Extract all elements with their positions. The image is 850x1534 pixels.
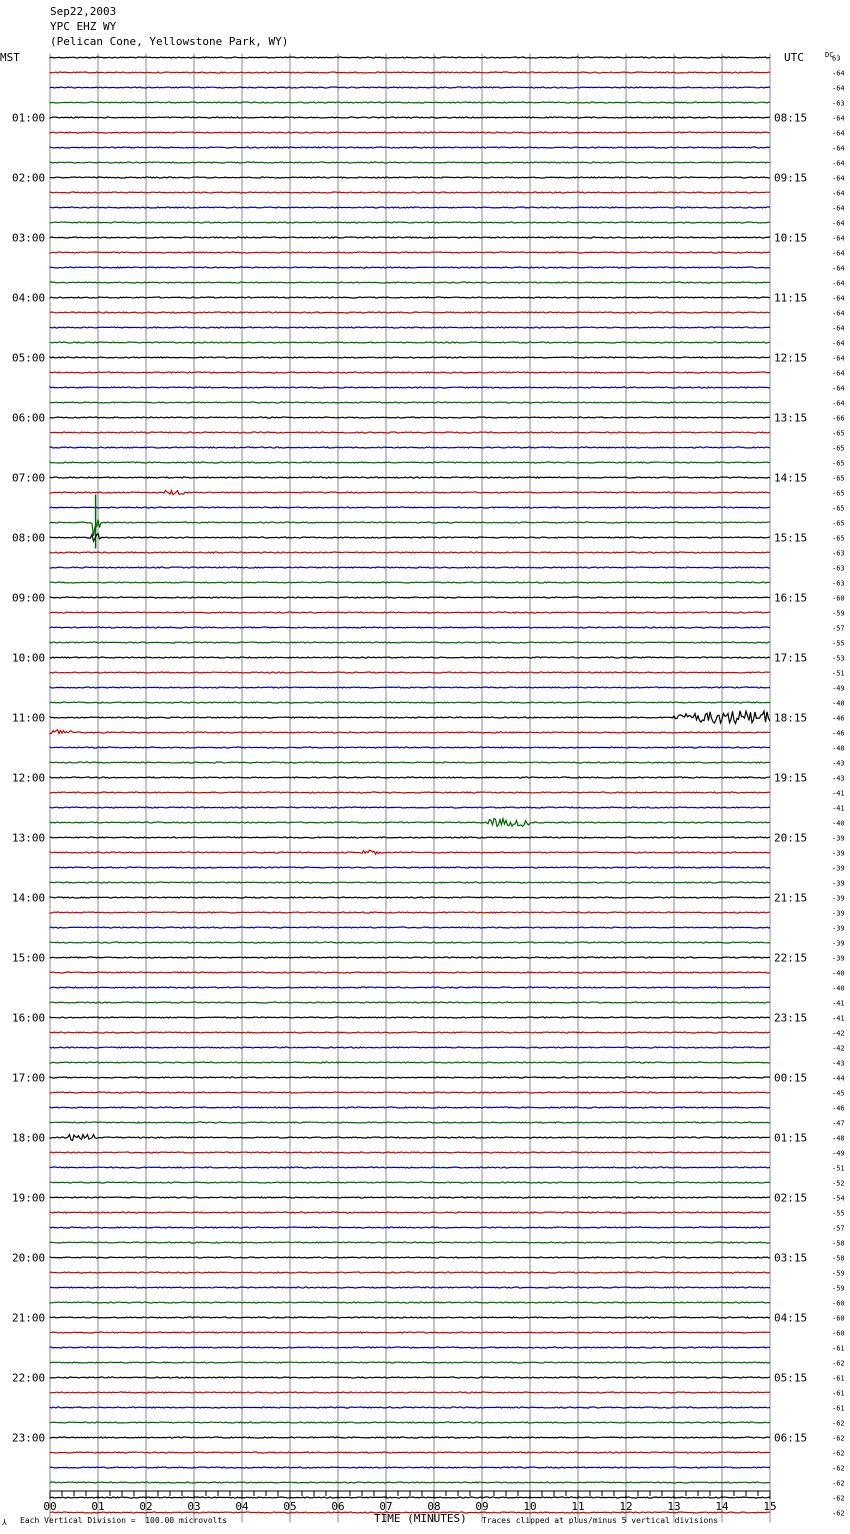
trace-row bbox=[50, 372, 770, 373]
trace-row bbox=[50, 762, 770, 763]
x-tick-label: 14 bbox=[715, 1500, 729, 1513]
dc-offset-label: -43 bbox=[832, 774, 845, 783]
dc-offset-label: -64 bbox=[832, 159, 845, 168]
dc-offset-label: -39 bbox=[832, 909, 845, 918]
dc-offset-label: -62 bbox=[832, 1464, 845, 1473]
dc-offset-label: -46 bbox=[832, 729, 845, 738]
trace-row bbox=[50, 387, 770, 388]
dc-offset-label: -42 bbox=[832, 1044, 845, 1053]
dc-offset-label: -51 bbox=[832, 669, 845, 678]
left-hour-label: 15:00 bbox=[12, 951, 46, 965]
trace-row bbox=[50, 1062, 770, 1063]
dc-offset-label: -39 bbox=[832, 924, 845, 933]
x-tick-label: 11 bbox=[571, 1500, 585, 1513]
left-hour-label: 17:00 bbox=[12, 1071, 46, 1085]
trace-row bbox=[50, 657, 770, 658]
dc-offset-label: -64 bbox=[832, 279, 845, 288]
trace-row bbox=[50, 567, 770, 568]
dc-offset-label: -63 bbox=[832, 99, 845, 108]
clip-note: Traces clipped at plus/minus 5 vertical divisions bbox=[482, 1516, 719, 1525]
left-hour-label: 12:00 bbox=[12, 771, 46, 785]
dc-offset-label: -64 bbox=[832, 204, 845, 213]
left-hour-label: 18:00 bbox=[12, 1131, 46, 1145]
right-hour-label: 01:15 bbox=[774, 1131, 808, 1145]
trace-row bbox=[50, 1092, 770, 1093]
right-hour-label: 00:15 bbox=[774, 1071, 808, 1085]
x-tick-label: 12 bbox=[619, 1500, 633, 1513]
dc-offset-label: -62 bbox=[832, 1449, 845, 1458]
right-hour-label: 04:15 bbox=[774, 1311, 808, 1325]
header-date: Sep22,2003 bbox=[50, 5, 117, 18]
dc-offset-label: -62 bbox=[832, 1359, 845, 1368]
trace-row bbox=[50, 282, 770, 283]
trace-row bbox=[50, 1482, 770, 1483]
left-hour-label: 14:00 bbox=[12, 891, 46, 905]
dc-offset-label: 63 bbox=[832, 54, 841, 63]
dc-offset-label: -55 bbox=[832, 639, 845, 648]
dc-offset-label: -39 bbox=[832, 849, 845, 858]
left-hour-label: 07:00 bbox=[12, 471, 46, 485]
trace-row bbox=[50, 597, 770, 598]
trace-row bbox=[50, 477, 770, 478]
dc-offset-label: -63 bbox=[832, 549, 845, 558]
dc-offset-label: -65 bbox=[832, 504, 845, 513]
trace-row bbox=[50, 972, 770, 973]
trace-row bbox=[50, 327, 770, 328]
right-hour-label: 13:15 bbox=[774, 411, 808, 425]
left-hour-label: 01:00 bbox=[12, 111, 46, 125]
scale-note: Each Vertical Division = 100.00 microvolts bbox=[20, 1516, 228, 1525]
dc-offset-label: -44 bbox=[832, 1074, 845, 1083]
right-hour-label: 02:15 bbox=[774, 1191, 808, 1205]
trace-row bbox=[50, 687, 770, 688]
trace-row bbox=[50, 491, 770, 495]
left-hour-label: 04:00 bbox=[12, 291, 46, 305]
x-tick-label: 07 bbox=[379, 1500, 393, 1513]
trace-row bbox=[50, 534, 770, 542]
dc-offset-label: -64 bbox=[832, 144, 845, 153]
trace-row bbox=[50, 132, 770, 133]
dc-offset-label: -64 bbox=[832, 354, 845, 363]
x-tick-label: 02 bbox=[139, 1500, 153, 1513]
trace-row bbox=[50, 627, 770, 628]
trace-row bbox=[50, 987, 770, 988]
right-hour-label: 10:15 bbox=[774, 231, 808, 245]
trace-row bbox=[50, 1362, 770, 1363]
dc-offset-label: -39 bbox=[832, 939, 845, 948]
trace-row bbox=[50, 237, 770, 238]
right-hour-label: 05:15 bbox=[774, 1371, 808, 1385]
dc-offset-label: -64 bbox=[832, 174, 845, 183]
x-tick-label: 06 bbox=[331, 1500, 345, 1513]
left-hour-label: 23:00 bbox=[12, 1431, 46, 1445]
trace-row bbox=[50, 267, 770, 268]
dc-offset-label: -61 bbox=[832, 1404, 845, 1413]
dc-offset-label: -52 bbox=[832, 1179, 845, 1188]
dc-offset-label: -42 bbox=[832, 1029, 845, 1038]
x-tick-label: 10 bbox=[523, 1500, 537, 1513]
dc-offset-label: -62 bbox=[832, 1479, 845, 1488]
trace-row bbox=[50, 312, 770, 313]
trace-row bbox=[50, 432, 770, 433]
trace-row bbox=[50, 357, 770, 358]
left-hour-label: 09:00 bbox=[12, 591, 46, 605]
dc-offset-label: -45 bbox=[832, 1089, 845, 1098]
trace-row bbox=[50, 192, 770, 193]
x-axis bbox=[43, 1491, 776, 1513]
trace-row bbox=[50, 1182, 770, 1183]
dc-offset-label: -46 bbox=[832, 714, 845, 723]
dc-offset-label: -61 bbox=[832, 1374, 845, 1383]
trace-row bbox=[50, 1017, 770, 1018]
trace-row bbox=[50, 1272, 770, 1273]
dc-offset-label: -63 bbox=[832, 564, 845, 573]
trace-row bbox=[50, 1135, 770, 1141]
trace-row bbox=[50, 117, 770, 118]
right-hour-label: 12:15 bbox=[774, 351, 808, 365]
dc-offset-label: -64 bbox=[832, 249, 845, 258]
dc-offset-label: -65 bbox=[832, 489, 845, 498]
dc-offset-label: -48 bbox=[832, 744, 845, 753]
x-tick-label: 08 bbox=[427, 1500, 441, 1513]
dc-offset-label: -47 bbox=[832, 1119, 845, 1128]
left-hour-label: 06:00 bbox=[12, 411, 46, 425]
trace-row bbox=[50, 1257, 770, 1258]
trace-row bbox=[50, 462, 770, 463]
trace-row bbox=[50, 850, 770, 854]
dc-offset-label: -57 bbox=[832, 624, 845, 633]
trace-row bbox=[50, 1077, 770, 1078]
dc-offset-label: -64 bbox=[832, 309, 845, 318]
x-tick-label: 09 bbox=[475, 1500, 489, 1513]
trace-row bbox=[50, 912, 770, 913]
right-hour-label: 15:15 bbox=[774, 531, 808, 545]
trace-row bbox=[50, 1302, 770, 1303]
trace-row bbox=[50, 102, 770, 103]
right-hour-label: 16:15 bbox=[774, 591, 808, 605]
trace-row bbox=[50, 942, 770, 943]
dc-offset-label: -59 bbox=[832, 1269, 845, 1278]
left-hour-label: 13:00 bbox=[12, 831, 46, 845]
trace-row bbox=[50, 702, 770, 703]
right-hour-label: 06:15 bbox=[774, 1431, 808, 1445]
trace-row bbox=[50, 1122, 770, 1123]
dc-offset-label: -39 bbox=[832, 894, 845, 903]
trace-row bbox=[50, 777, 770, 778]
trace-row bbox=[50, 1032, 770, 1033]
trace-row bbox=[50, 1347, 770, 1348]
dc-offset-label: -43 bbox=[832, 1059, 845, 1068]
trace-row bbox=[50, 1497, 770, 1498]
trace-row bbox=[50, 642, 770, 643]
dc-offset-label: -41 bbox=[832, 999, 845, 1008]
trace-row bbox=[50, 1227, 770, 1228]
right-hour-label: 17:15 bbox=[774, 651, 808, 665]
dc-offset-label: -61 bbox=[832, 1344, 845, 1353]
trace-row bbox=[50, 1317, 770, 1318]
dc-offset-label: -41 bbox=[832, 789, 845, 798]
left-zone-label: MST bbox=[0, 51, 20, 64]
dc-offset-label: -64 bbox=[832, 324, 845, 333]
trace-row bbox=[50, 147, 770, 148]
left-hour-label: 20:00 bbox=[12, 1251, 46, 1265]
dc-offset-label: -62 bbox=[832, 1419, 845, 1428]
dc-offset-label: -64 bbox=[832, 84, 845, 93]
trace-row bbox=[50, 87, 770, 88]
x-tick-label: 03 bbox=[187, 1500, 201, 1513]
trace-row bbox=[50, 57, 770, 58]
left-hour-label: 22:00 bbox=[12, 1371, 46, 1385]
left-hour-label: 11:00 bbox=[12, 711, 46, 725]
trace-row bbox=[50, 1467, 770, 1468]
trace-row bbox=[50, 162, 770, 163]
dc-offset-label: -41 bbox=[832, 1014, 845, 1023]
dc-offset-label: -64 bbox=[832, 369, 845, 378]
trace-row bbox=[50, 837, 770, 838]
dc-offset-label: -60 bbox=[832, 594, 845, 603]
dc-offset-label: -64 bbox=[832, 339, 845, 348]
trace-row bbox=[50, 957, 770, 958]
dc-offset-label: -58 bbox=[832, 1239, 845, 1248]
dc-offset-label: -64 bbox=[832, 129, 845, 138]
right-hour-label: 18:15 bbox=[774, 711, 808, 725]
dc-offset-label: -66 bbox=[832, 414, 845, 423]
trace-row bbox=[50, 252, 770, 253]
trace-row bbox=[50, 297, 770, 298]
dc-offset-label: -64 bbox=[832, 219, 845, 228]
footer-mark: ⅄ bbox=[2, 1518, 7, 1527]
left-hour-label: 19:00 bbox=[12, 1191, 46, 1205]
trace-row bbox=[50, 882, 770, 883]
trace-row bbox=[50, 177, 770, 178]
trace-row bbox=[50, 1452, 770, 1453]
right-hour-label: 03:15 bbox=[774, 1251, 808, 1265]
dc-offset-label: -60 bbox=[832, 1314, 845, 1323]
left-hour-label: 10:00 bbox=[12, 651, 46, 665]
trace-row bbox=[50, 711, 770, 724]
dc-offset-label: -59 bbox=[832, 609, 845, 618]
dc-offset-label: -64 bbox=[832, 189, 845, 198]
trace-row bbox=[50, 1377, 770, 1378]
trace-row bbox=[50, 1047, 770, 1048]
right-hour-label: 22:15 bbox=[774, 951, 808, 965]
trace-row bbox=[50, 1407, 770, 1408]
trace-row bbox=[50, 730, 770, 734]
dc-offset-label: -62 bbox=[832, 1494, 845, 1503]
dc-offset-label: -64 bbox=[832, 69, 845, 78]
dc-offset-label: -63 bbox=[832, 579, 845, 588]
right-zone-label: UTC bbox=[784, 51, 804, 64]
trace-row bbox=[50, 1437, 770, 1438]
trace-row bbox=[50, 1152, 770, 1153]
dc-offset-label: -40 bbox=[832, 984, 845, 993]
header-station: YPC EHZ WY bbox=[50, 20, 117, 33]
left-hour-label: 21:00 bbox=[12, 1311, 46, 1325]
trace-row bbox=[50, 1212, 770, 1213]
dc-offset-label: -62 bbox=[832, 1509, 845, 1518]
dc-offset-label: -64 bbox=[832, 384, 845, 393]
traces bbox=[50, 57, 770, 1513]
dc-offset-label: -46 bbox=[832, 1104, 845, 1113]
dc-offset-label: -65 bbox=[832, 444, 845, 453]
x-tick-label: 04 bbox=[235, 1500, 249, 1513]
dc-offset-label: -65 bbox=[832, 534, 845, 543]
trace-row bbox=[50, 1197, 770, 1198]
dc-offset-label: -43 bbox=[832, 759, 845, 768]
left-hour-label: 16:00 bbox=[12, 1011, 46, 1025]
dc-offset-label: -39 bbox=[832, 864, 845, 873]
left-hour-label: 02:00 bbox=[12, 171, 46, 185]
trace-row bbox=[50, 867, 770, 868]
trace-row bbox=[50, 582, 770, 583]
trace-row bbox=[50, 1422, 770, 1423]
right-hour-label: 19:15 bbox=[774, 771, 808, 785]
right-hour-label: 11:15 bbox=[774, 291, 808, 305]
x-tick-label: 01 bbox=[91, 1500, 105, 1513]
dc-offset-label: -65 bbox=[832, 429, 845, 438]
dc-offset-label: -61 bbox=[832, 1389, 845, 1398]
dc-offset-label: -53 bbox=[832, 654, 845, 663]
x-tick-label: 00 bbox=[43, 1500, 57, 1513]
x-tick-label: 13 bbox=[667, 1500, 681, 1513]
left-hour-label: 08:00 bbox=[12, 531, 46, 545]
dc-offset-label: -48 bbox=[832, 1134, 845, 1143]
right-hour-label: 08:15 bbox=[774, 111, 808, 125]
dc-offset-label: -41 bbox=[832, 804, 845, 813]
trace-row bbox=[50, 222, 770, 223]
trace-row bbox=[50, 612, 770, 613]
trace-row bbox=[50, 1002, 770, 1003]
dc-offset-label: -65 bbox=[832, 519, 845, 528]
trace-row bbox=[50, 1332, 770, 1333]
trace-row bbox=[50, 747, 770, 748]
trace-row bbox=[50, 792, 770, 793]
trace-row bbox=[50, 520, 770, 536]
dc-offset-label: -65 bbox=[832, 474, 845, 483]
dc-offset-label: -51 bbox=[832, 1164, 845, 1173]
dc-offset-label: -40 bbox=[832, 969, 845, 978]
trace-row bbox=[50, 927, 770, 928]
left-hour-label: 05:00 bbox=[12, 351, 46, 365]
trace-row bbox=[50, 552, 770, 553]
dc-offset-label: -55 bbox=[832, 1209, 845, 1218]
x-axis-title: TIME (MINUTES) bbox=[374, 1512, 467, 1525]
dc-offset-label: -59 bbox=[832, 1284, 845, 1293]
dc-offset-label: -64 bbox=[832, 114, 845, 123]
dc-offset-label: -54 bbox=[832, 1194, 845, 1203]
dc-offset-label: -64 bbox=[832, 399, 845, 408]
dc-offset-label: -60 bbox=[832, 1329, 845, 1338]
right-hour-label: 14:15 bbox=[774, 471, 808, 485]
trace-row bbox=[50, 507, 770, 508]
dc-offset-label: -64 bbox=[832, 294, 845, 303]
dc-offset-label: -57 bbox=[832, 1224, 845, 1233]
dc-offset-label: -64 bbox=[832, 234, 845, 243]
dc-offset-label: -40 bbox=[832, 819, 845, 828]
dc-offset-label: -65 bbox=[832, 459, 845, 468]
header-location: (Pelican Cone, Yellowstone Park, WY) bbox=[50, 35, 289, 48]
trace-row bbox=[50, 72, 770, 73]
trace-row bbox=[50, 672, 770, 673]
dc-offset-label: -48 bbox=[832, 699, 845, 708]
trace-row bbox=[50, 1287, 770, 1288]
right-hour-label: 21:15 bbox=[774, 891, 808, 905]
dc-offset-label: -64 bbox=[832, 264, 845, 273]
trace-row bbox=[50, 897, 770, 898]
dc-offset-label: -39 bbox=[832, 879, 845, 888]
x-tick-label: 05 bbox=[283, 1500, 297, 1513]
dc-offset-label: -39 bbox=[832, 834, 845, 843]
right-hour-label: 20:15 bbox=[774, 831, 808, 845]
trace-row bbox=[50, 1107, 770, 1108]
dc-offset-label: -39 bbox=[832, 954, 845, 963]
trace-row bbox=[50, 402, 770, 403]
right-hour-label: 23:15 bbox=[774, 1011, 808, 1025]
trace-row bbox=[50, 1392, 770, 1393]
trace-row bbox=[50, 1242, 770, 1243]
trace-row bbox=[50, 342, 770, 343]
dc-offset-label: -58 bbox=[832, 1254, 845, 1263]
trace-row bbox=[50, 447, 770, 448]
time-labels bbox=[12, 55, 845, 1518]
trace-row bbox=[50, 1167, 770, 1168]
right-hour-label: 09:15 bbox=[774, 171, 808, 185]
dc-offset-label: -49 bbox=[832, 1149, 845, 1158]
trace-row bbox=[50, 207, 770, 208]
trace-row bbox=[50, 807, 770, 808]
trace-row bbox=[50, 819, 770, 827]
x-tick-label: 15 bbox=[763, 1500, 777, 1513]
dc-label: DC bbox=[825, 51, 834, 59]
dc-offset-label: -62 bbox=[832, 1434, 845, 1443]
trace-row bbox=[50, 417, 770, 418]
dc-offset-label: -60 bbox=[832, 1299, 845, 1308]
left-hour-label: 03:00 bbox=[12, 231, 46, 245]
dc-offset-label: -49 bbox=[832, 684, 845, 693]
